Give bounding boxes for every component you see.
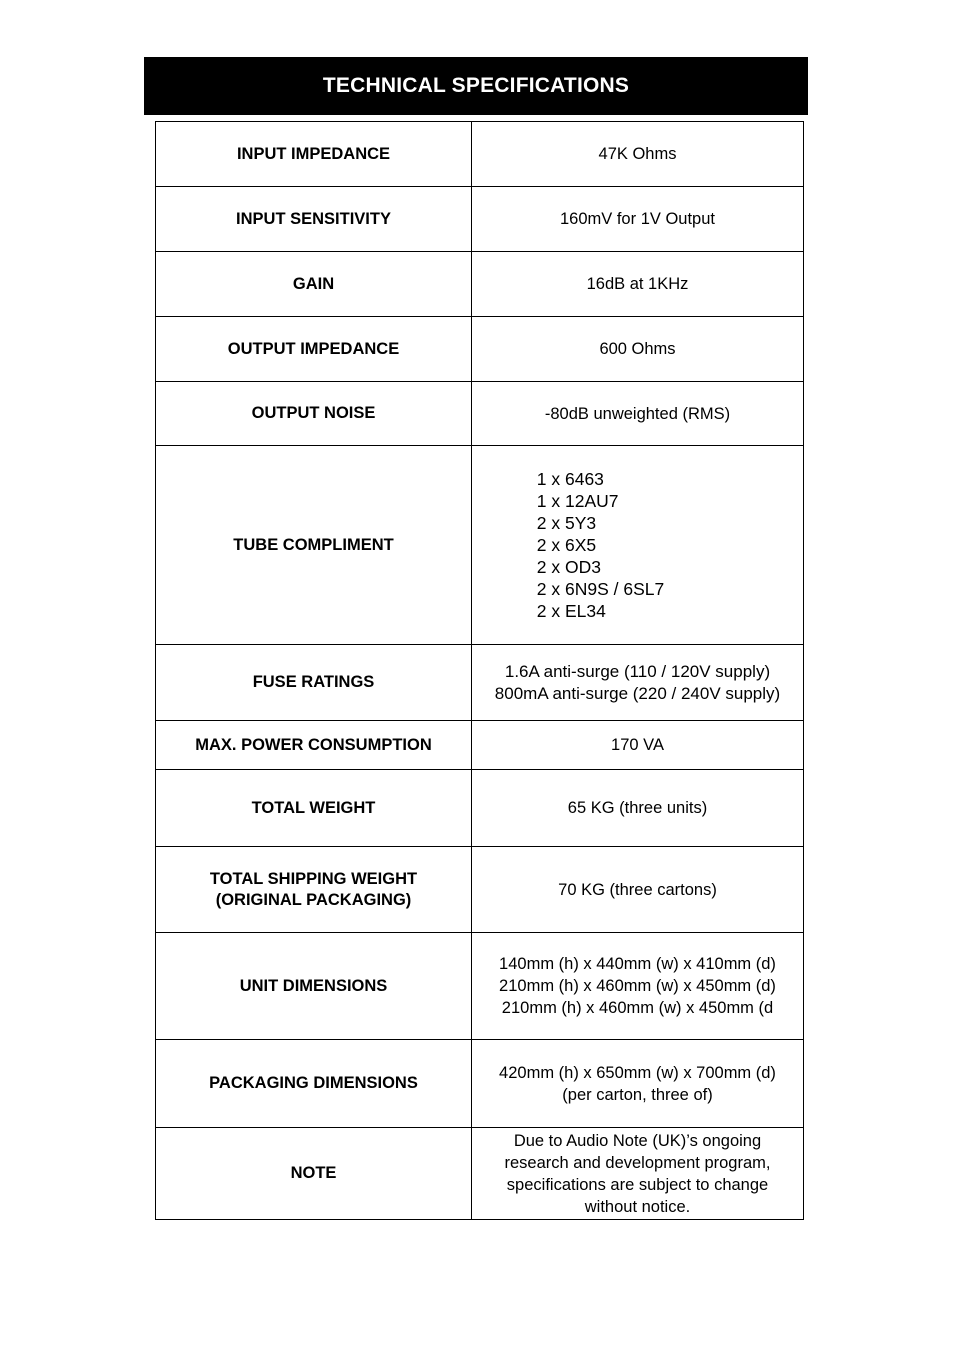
- spec-value: 600 Ohms: [472, 317, 804, 382]
- spec-value: -80dB unweighted (RMS): [472, 382, 804, 446]
- spec-label: GAIN: [156, 252, 472, 317]
- tube-list: [537, 468, 664, 622]
- note-line: Due to Audio Note (UK)’s ongoing: [513, 1131, 762, 1150]
- spec-label: OUTPUT NOISE: [156, 382, 472, 446]
- spec-value: 170 VA: [472, 721, 804, 770]
- table-row: [156, 446, 804, 645]
- note-line: specifications are subject to change: [506, 1175, 769, 1194]
- spec-label: [156, 847, 472, 933]
- table-row: [156, 317, 804, 382]
- spec-label: TUBE COMPLIMENT: [156, 446, 472, 645]
- spec-label: UNIT DIMENSIONS: [156, 933, 472, 1040]
- fuse-line: 1.6A anti-surge (110 / 120V supply): [504, 661, 771, 681]
- tube-item: 2 x 6N9S / 6SL7: [536, 578, 665, 599]
- spec-value: 16dB at 1KHz: [472, 252, 804, 317]
- dimension-line: 140mm (h) x 440mm (w) x 410mm (d): [499, 955, 776, 973]
- fuse-line: 800mA anti-surge (220 / 240V supply): [494, 683, 781, 703]
- spec-label: FUSE RATINGS: [156, 645, 472, 721]
- table-row: [156, 382, 804, 446]
- spec-label: OUTPUT IMPEDANCE: [156, 317, 472, 382]
- spec-value: 160mV for 1V Output: [472, 187, 804, 252]
- table-row: [156, 122, 804, 187]
- spec-label: TOTAL WEIGHT: [156, 770, 472, 847]
- table-row: [156, 770, 804, 847]
- note-line: without notice.: [584, 1197, 691, 1216]
- table-row: [156, 252, 804, 317]
- specifications-table: [155, 121, 804, 1220]
- spec-label: INPUT IMPEDANCE: [156, 122, 472, 187]
- table-row: [156, 1040, 804, 1128]
- dimension-line: (per carton, three of): [562, 1085, 713, 1104]
- spec-value: [472, 645, 804, 721]
- table-row: [156, 1128, 804, 1220]
- tube-item: 1 x 6463: [536, 468, 604, 489]
- table-row: [156, 645, 804, 721]
- page-title: TECHNICAL SPECIFICATIONS: [144, 57, 808, 115]
- label-line: (ORIGINAL PACKAGING): [215, 890, 412, 909]
- label-line: TOTAL SHIPPING WEIGHT: [209, 869, 418, 888]
- note-line: research and development program,: [504, 1153, 771, 1172]
- tube-item: 1 x 12AU7: [536, 490, 619, 511]
- tube-item: 2 x 6X5: [536, 534, 597, 555]
- spec-label: NOTE: [156, 1128, 472, 1220]
- spec-label: PACKAGING DIMENSIONS: [156, 1040, 472, 1128]
- table-row: [156, 847, 804, 933]
- tube-item: 2 x OD3: [536, 556, 601, 577]
- spec-value: 65 KG (three units): [472, 770, 804, 847]
- table-row: [156, 721, 804, 770]
- spec-value: [472, 446, 804, 645]
- dimension-line: 210mm (h) x 460mm (w) x 450mm (d: [501, 999, 774, 1017]
- spec-value: 47K Ohms: [472, 122, 804, 187]
- tube-item: 2 x EL34: [536, 600, 606, 621]
- spec-value: 70 KG (three cartons): [472, 847, 804, 933]
- dimension-line: 420mm (h) x 650mm (w) x 700mm (d): [499, 1063, 776, 1082]
- spec-label: INPUT SENSITIVITY: [156, 187, 472, 252]
- tube-item: 2 x 5Y3: [536, 512, 597, 533]
- spec-label: MAX. POWER CONSUMPTION: [156, 721, 472, 770]
- dimension-line: 210mm (h) x 460mm (w) x 450mm (d): [499, 977, 776, 995]
- table-row: [156, 933, 804, 1040]
- spec-value: [472, 933, 804, 1040]
- spec-value: [472, 1128, 804, 1220]
- table-row: [156, 187, 804, 252]
- spec-value: [472, 1040, 804, 1128]
